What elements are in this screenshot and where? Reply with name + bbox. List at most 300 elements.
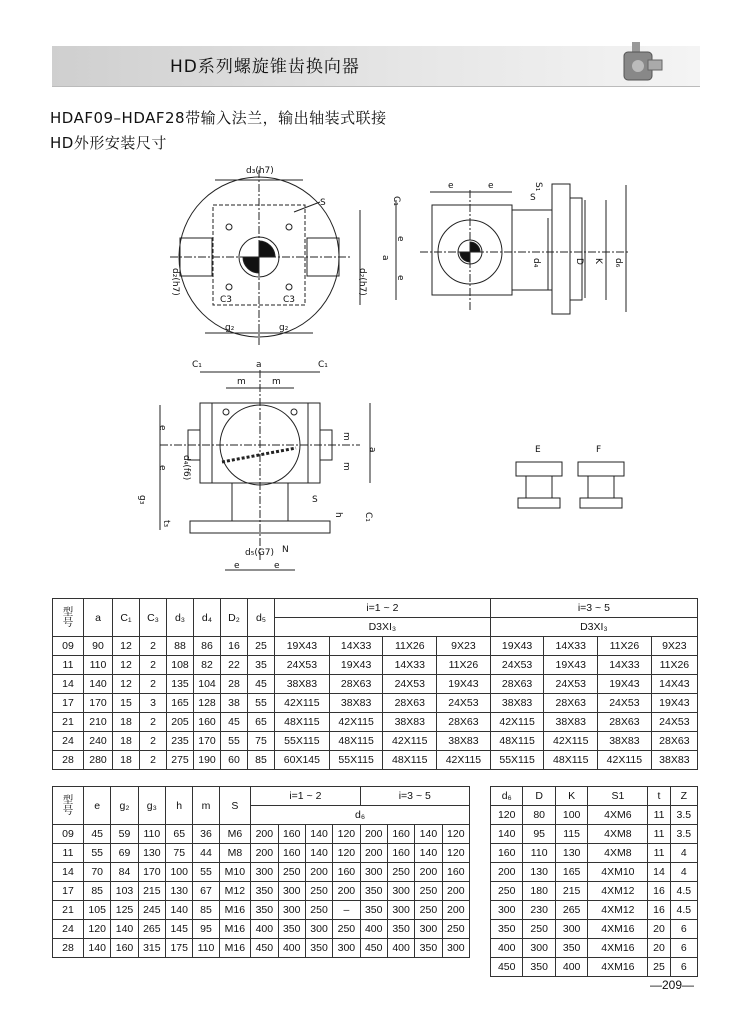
- table-cell: 350: [251, 901, 278, 920]
- table-cell: 85: [193, 901, 219, 920]
- table-cell: 200: [333, 882, 360, 901]
- table-cell: 11: [648, 806, 670, 825]
- table-row: [53, 751, 698, 770]
- table-row: [53, 882, 470, 901]
- table-cell: –: [333, 901, 360, 920]
- table-cell: 105: [84, 901, 111, 920]
- table-cell: 120: [333, 844, 360, 863]
- table-cell: 265: [555, 901, 587, 920]
- svg-text:S: S: [320, 198, 326, 208]
- table-cell: 200: [442, 882, 469, 901]
- table-cell: 300: [360, 863, 387, 882]
- table-cell: 3.5: [670, 825, 697, 844]
- table-row: [53, 863, 470, 882]
- table-cell: 12: [113, 675, 140, 694]
- table-cell: 14: [648, 863, 670, 882]
- flange-table: d₆ D K S1 t Z 120 80 100 4XM6 11 3.5 140 95 115 4XM8 11 3.5 160 110 130 4XM8 11 4 200 130 165 4XM10 14 4 250 180 215 4XM12 16 4.5 300 230 265 4XM12 16 4.5 350 250 300 4XM16 20 6 400 300 350 4XM16 20 6 450 350 400 4XM16 25 6: [490, 786, 698, 977]
- table-cell: 240: [84, 732, 113, 751]
- table-cell: 300: [387, 901, 414, 920]
- table-cell: 28X63: [329, 675, 383, 694]
- table-cell: 250: [333, 920, 360, 939]
- table-cell: 65: [166, 825, 193, 844]
- table-cell: 140: [415, 844, 442, 863]
- table-cell: 4XM12: [588, 882, 648, 901]
- table-cell: 19X43: [490, 637, 544, 656]
- table-cell: 125: [111, 901, 138, 920]
- svg-text:e: e: [448, 181, 454, 191]
- table-row: [53, 939, 470, 958]
- table-cell: 108: [167, 656, 194, 675]
- table-cell: 22: [221, 656, 248, 675]
- table-cell: 250: [442, 920, 469, 939]
- table-cell: 115: [555, 825, 587, 844]
- table-cell: M16: [219, 901, 251, 920]
- table-cell: 11: [648, 825, 670, 844]
- table-cell: 42X115: [598, 751, 652, 770]
- table-cell: 38X83: [598, 732, 652, 751]
- svg-text:d₅(G7): d₅(G7): [245, 548, 275, 558]
- svg-text:a: a: [380, 255, 390, 261]
- table-cell: 55X115: [490, 751, 544, 770]
- table-cell: 4XM10: [588, 863, 648, 882]
- svg-text:d₂(h7): d₂(h7): [170, 268, 180, 296]
- table-cell: 28X63: [651, 732, 697, 751]
- table-cell: 48X115: [329, 732, 383, 751]
- svg-text:d₄(f6): d₄(f6): [181, 455, 191, 481]
- svg-text:m: m: [341, 462, 351, 471]
- table-cell: 120: [84, 920, 111, 939]
- table-cell: 24X53: [275, 656, 330, 675]
- table-cell: 60X145: [275, 751, 330, 770]
- table-cell: 6: [670, 958, 697, 977]
- svg-text:e: e: [157, 465, 167, 471]
- table-cell: 28: [53, 939, 84, 958]
- svg-text:F: F: [596, 445, 602, 455]
- table-cell: 9X23: [437, 637, 491, 656]
- table-row: [53, 844, 470, 863]
- table-cell: 450: [360, 939, 387, 958]
- table-row: [491, 920, 698, 939]
- table-cell: 19X43: [651, 694, 697, 713]
- table-cell: 75: [248, 732, 275, 751]
- table-cell: 14X43: [651, 675, 697, 694]
- table-cell: 130: [555, 844, 587, 863]
- table-row: [53, 920, 470, 939]
- table-cell: 3: [140, 694, 167, 713]
- svg-text:d₂(h7): d₂(h7): [357, 268, 367, 296]
- table-cell: 42X115: [544, 732, 598, 751]
- table-cell: 215: [555, 882, 587, 901]
- table-cell: 200: [415, 863, 442, 882]
- table-cell: 86: [194, 637, 221, 656]
- table-cell: 4XM8: [588, 825, 648, 844]
- table-cell: 69: [111, 844, 138, 863]
- table-cell: 250: [523, 920, 555, 939]
- table-cell: 400: [387, 939, 414, 958]
- table-cell: 85: [248, 751, 275, 770]
- table-cell: 09: [53, 825, 84, 844]
- table-cell: 24X53: [544, 675, 598, 694]
- front-view: [170, 170, 360, 345]
- table-cell: 200: [251, 825, 278, 844]
- table-cell: 48X115: [544, 751, 598, 770]
- table-cell: 190: [194, 751, 221, 770]
- svg-text:N: N: [282, 545, 289, 555]
- dimensions-table-2: 型号 e g₂ g₃ h m S i=1 ~ 2 i=3 ~ 5 d₆ 09 45 59 110 65 36 M6 200 160 140 120 200 160 140 120 11 55 69 130 75 44 M8 200 160 140 120 200 160 140 120 14 70 84 170 100 55 M10 300 250 200 160 300 250 200 160 17 85 103 215 130 67 M12 350 300 250 200 350 300 250 200 21 105 125 245 140 85 M16 350 300 250 – 350 300 250 200 24 120 140 265 145 95 M16 400 350 300 250 400 350 300 250 28 140 160 315 175 110 M16 450 400 350 300 450 400 350 300: [52, 786, 470, 958]
- table-cell: 130: [138, 844, 165, 863]
- table-cell: 170: [194, 732, 221, 751]
- table-cell: 28X63: [490, 675, 544, 694]
- table-cell: 35: [248, 656, 275, 675]
- table-cell: 400: [251, 920, 278, 939]
- table-cell: 300: [442, 939, 469, 958]
- table-cell: 44: [193, 844, 219, 863]
- table-cell: 350: [523, 958, 555, 977]
- table-cell: 130: [166, 882, 193, 901]
- table-cell: 11X26: [651, 656, 697, 675]
- table-row: [53, 713, 698, 732]
- table-cell: 300: [387, 882, 414, 901]
- table-cell: 20: [648, 920, 670, 939]
- table-cell: 300: [278, 901, 305, 920]
- table-cell: 300: [278, 882, 305, 901]
- table-cell: 140: [166, 901, 193, 920]
- table-cell: 42X115: [329, 713, 383, 732]
- table-cell: 42X115: [383, 732, 437, 751]
- svg-text:d₄: d₄: [531, 258, 541, 268]
- svg-text:e: e: [157, 425, 167, 431]
- table-cell: 4XM12: [588, 901, 648, 920]
- table-cell: 200: [251, 844, 278, 863]
- side-view: [396, 184, 630, 314]
- table-cell: 170: [138, 863, 165, 882]
- table-cell: 215: [138, 882, 165, 901]
- table-cell: 55X115: [329, 751, 383, 770]
- table-cell: 90: [84, 637, 113, 656]
- table-cell: 28: [221, 675, 248, 694]
- table-cell: 200: [442, 901, 469, 920]
- table-cell: 45: [248, 675, 275, 694]
- table-cell: 300: [555, 920, 587, 939]
- table-cell: 315: [138, 939, 165, 958]
- table-cell: 110: [523, 844, 555, 863]
- table-cell: 230: [523, 901, 555, 920]
- table-cell: 38X83: [651, 751, 697, 770]
- table-cell: 235: [167, 732, 194, 751]
- table-cell: 88: [167, 637, 194, 656]
- table-cell: 100: [166, 863, 193, 882]
- table-cell: 170: [84, 694, 113, 713]
- table-cell: 28: [53, 751, 84, 770]
- table-cell: 85: [84, 882, 111, 901]
- svg-text:e: e: [234, 561, 240, 571]
- table-cell: 6: [670, 939, 697, 958]
- table-cell: 2: [140, 637, 167, 656]
- table-cell: M8: [219, 844, 251, 863]
- table-cell: 24: [53, 732, 84, 751]
- table-cell: 120: [333, 825, 360, 844]
- table-cell: 28X63: [598, 713, 652, 732]
- table-cell: 28X63: [437, 713, 491, 732]
- svg-text:C₁: C₁: [318, 360, 328, 370]
- table-cell: M6: [219, 825, 251, 844]
- table-cell: 70: [84, 863, 111, 882]
- table-cell: 48X115: [490, 732, 544, 751]
- table-cell: 110: [84, 656, 113, 675]
- table-row: [491, 806, 698, 825]
- table-cell: 4.5: [670, 901, 697, 920]
- table-cell: 11: [53, 844, 84, 863]
- table-cell: 2: [140, 675, 167, 694]
- svg-text:e: e: [395, 236, 405, 242]
- table-cell: 14X33: [383, 656, 437, 675]
- table-cell: 140: [491, 825, 523, 844]
- table-cell: M12: [219, 882, 251, 901]
- table-row: [491, 844, 698, 863]
- table-cell: 18: [113, 732, 140, 751]
- table-cell: 3.5: [670, 806, 697, 825]
- table-cell: 28X63: [383, 694, 437, 713]
- svg-text:K: K: [593, 258, 603, 264]
- svg-text:C₁: C₁: [391, 196, 401, 206]
- table-cell: 4.5: [670, 882, 697, 901]
- table-cell: 38X83: [437, 732, 491, 751]
- table-cell: 67: [193, 882, 219, 901]
- table-cell: 2: [140, 751, 167, 770]
- section-subheading: HD外形安装尺寸: [50, 134, 167, 152]
- table-cell: 300: [251, 863, 278, 882]
- table-cell: 82: [194, 656, 221, 675]
- table-cell: 280: [84, 751, 113, 770]
- svg-text:e: e: [395, 275, 405, 281]
- table-row: [53, 675, 698, 694]
- table-cell: 250: [387, 863, 414, 882]
- table-row: [53, 825, 470, 844]
- svg-text:C₁: C₁: [363, 512, 373, 522]
- table-cell: 140: [305, 825, 332, 844]
- table-cell: 300: [523, 939, 555, 958]
- table-cell: 17: [53, 882, 84, 901]
- table-cell: 14X33: [329, 637, 383, 656]
- table-cell: 103: [111, 882, 138, 901]
- svg-text:S: S: [530, 193, 536, 203]
- table-cell: 4XM16: [588, 920, 648, 939]
- table-cell: 12: [113, 656, 140, 675]
- table-cell: 145: [166, 920, 193, 939]
- svg-text:g₂: g₂: [279, 323, 289, 333]
- table-cell: 24X53: [437, 694, 491, 713]
- table-cell: 9X23: [651, 637, 697, 656]
- table-cell: 19X43: [598, 675, 652, 694]
- table-cell: 24: [53, 920, 84, 939]
- svg-text:a: a: [256, 360, 262, 370]
- table-cell: 200: [491, 863, 523, 882]
- table-cell: 160: [111, 939, 138, 958]
- table-cell: 275: [167, 751, 194, 770]
- table-cell: 110: [193, 939, 219, 958]
- table-cell: 55X115: [275, 732, 330, 751]
- table-cell: 200: [360, 844, 387, 863]
- table-cell: 350: [491, 920, 523, 939]
- table-cell: 38: [221, 694, 248, 713]
- svg-text:e: e: [488, 181, 494, 191]
- table-cell: 48X115: [383, 751, 437, 770]
- table-cell: 400: [360, 920, 387, 939]
- table-cell: 38X83: [383, 713, 437, 732]
- table-cell: 128: [194, 694, 221, 713]
- table-cell: 300: [305, 920, 332, 939]
- table-cell: 21: [53, 901, 84, 920]
- table-cell: 24X53: [383, 675, 437, 694]
- svg-text:C₁: C₁: [192, 360, 202, 370]
- table-cell: 14: [53, 863, 84, 882]
- table-cell: 4XM16: [588, 958, 648, 977]
- table-cell: 160: [387, 844, 414, 863]
- table-cell: 59: [111, 825, 138, 844]
- page-number: —209—: [650, 978, 695, 992]
- table-cell: 38X83: [275, 675, 330, 694]
- table-cell: 24X53: [490, 656, 544, 675]
- table-cell: M16: [219, 920, 251, 939]
- table-cell: 17: [53, 694, 84, 713]
- table-cell: 65: [248, 713, 275, 732]
- table-cell: 55: [84, 844, 111, 863]
- table-cell: 16: [648, 882, 670, 901]
- label-d3h7: d₃(h7): [246, 166, 274, 176]
- svg-text:m: m: [272, 377, 281, 387]
- table-cell: 245: [138, 901, 165, 920]
- table-cell: 11X26: [598, 637, 652, 656]
- table-cell: 350: [415, 939, 442, 958]
- table-cell: 250: [415, 882, 442, 901]
- table-row: [53, 656, 698, 675]
- table-cell: 140: [84, 939, 111, 958]
- table-cell: 80: [523, 806, 555, 825]
- table-cell: 140: [84, 675, 113, 694]
- table-cell: 09: [53, 637, 84, 656]
- svg-text:h: h: [333, 512, 343, 518]
- table-cell: 45: [221, 713, 248, 732]
- table-cell: 42X115: [490, 713, 544, 732]
- svg-text:m: m: [341, 432, 351, 441]
- table-cell: 175: [166, 939, 193, 958]
- svg-text:m: m: [237, 377, 246, 387]
- svg-text:C3: C3: [220, 295, 233, 305]
- table-cell: 120: [491, 806, 523, 825]
- table-cell: 84: [111, 863, 138, 882]
- table-cell: 15: [113, 694, 140, 713]
- table-cell: 2: [140, 656, 167, 675]
- table-cell: 75: [166, 844, 193, 863]
- table-cell: 18: [113, 751, 140, 770]
- table-row: [53, 637, 698, 656]
- table-row: [491, 882, 698, 901]
- table-cell: 250: [491, 882, 523, 901]
- table-cell: 55: [221, 732, 248, 751]
- table-cell: 14X33: [544, 637, 598, 656]
- table-cell: 165: [167, 694, 194, 713]
- table-cell: 180: [523, 882, 555, 901]
- svg-text:S₁: S₁: [533, 182, 543, 192]
- table-cell: 120: [442, 844, 469, 863]
- bottom-view: [160, 370, 370, 570]
- table-cell: 104: [194, 675, 221, 694]
- detail-view-e: [516, 462, 562, 508]
- table-cell: 135: [167, 675, 194, 694]
- table-cell: 110: [138, 825, 165, 844]
- table-cell: 160: [333, 863, 360, 882]
- table-cell: 200: [360, 825, 387, 844]
- table-row: [491, 863, 698, 882]
- table-cell: 210: [84, 713, 113, 732]
- table-cell: 250: [305, 901, 332, 920]
- table-cell: 18: [113, 713, 140, 732]
- table-cell: 25: [648, 958, 670, 977]
- table-cell: 205: [167, 713, 194, 732]
- table-cell: 24X53: [651, 713, 697, 732]
- table-cell: 350: [251, 882, 278, 901]
- table-cell: 140: [415, 825, 442, 844]
- table-row: [53, 694, 698, 713]
- table-cell: 350: [360, 901, 387, 920]
- svg-text:a: a: [367, 447, 377, 453]
- table-cell: 350: [555, 939, 587, 958]
- table-cell: 350: [305, 939, 332, 958]
- table-cell: 120: [442, 825, 469, 844]
- table-cell: 400: [491, 939, 523, 958]
- table-cell: 250: [305, 882, 332, 901]
- table-row: [491, 939, 698, 958]
- table-cell: 14X33: [598, 656, 652, 675]
- table-cell: 20: [648, 939, 670, 958]
- table-cell: 160: [491, 844, 523, 863]
- table-cell: 45: [84, 825, 111, 844]
- table-cell: 2: [140, 713, 167, 732]
- table-cell: 55: [248, 694, 275, 713]
- table-cell: 60: [221, 751, 248, 770]
- svg-text:e: e: [274, 561, 280, 571]
- table-cell: 265: [138, 920, 165, 939]
- table-cell: 100: [555, 806, 587, 825]
- table-cell: 350: [278, 920, 305, 939]
- table-cell: 350: [387, 920, 414, 939]
- table-cell: 4XM16: [588, 939, 648, 958]
- table-cell: 4: [670, 844, 697, 863]
- table-cell: 42X115: [275, 694, 330, 713]
- table-cell: 165: [555, 863, 587, 882]
- section-heading: HDAF09–HDAF28带输入法兰，输出轴装式联接: [50, 109, 387, 127]
- table-cell: 11: [53, 656, 84, 675]
- table-row: [491, 825, 698, 844]
- table-cell: 160: [278, 825, 305, 844]
- table-row: [491, 958, 698, 977]
- table-cell: 11: [648, 844, 670, 863]
- table-row: [53, 732, 698, 751]
- page-title: HD系列螺旋锥齿换向器: [170, 57, 360, 77]
- table-cell: 4: [670, 863, 697, 882]
- table-cell: 300: [415, 920, 442, 939]
- table-cell: 95: [523, 825, 555, 844]
- table-cell: 19X43: [544, 656, 598, 675]
- table-cell: 21: [53, 713, 84, 732]
- table-cell: M10: [219, 863, 251, 882]
- table-cell: 38X83: [544, 713, 598, 732]
- table-cell: 140: [111, 920, 138, 939]
- svg-text:g₂: g₂: [225, 323, 235, 333]
- table-cell: 19X43: [275, 637, 330, 656]
- table-cell: 55: [193, 863, 219, 882]
- table-cell: 12: [113, 637, 140, 656]
